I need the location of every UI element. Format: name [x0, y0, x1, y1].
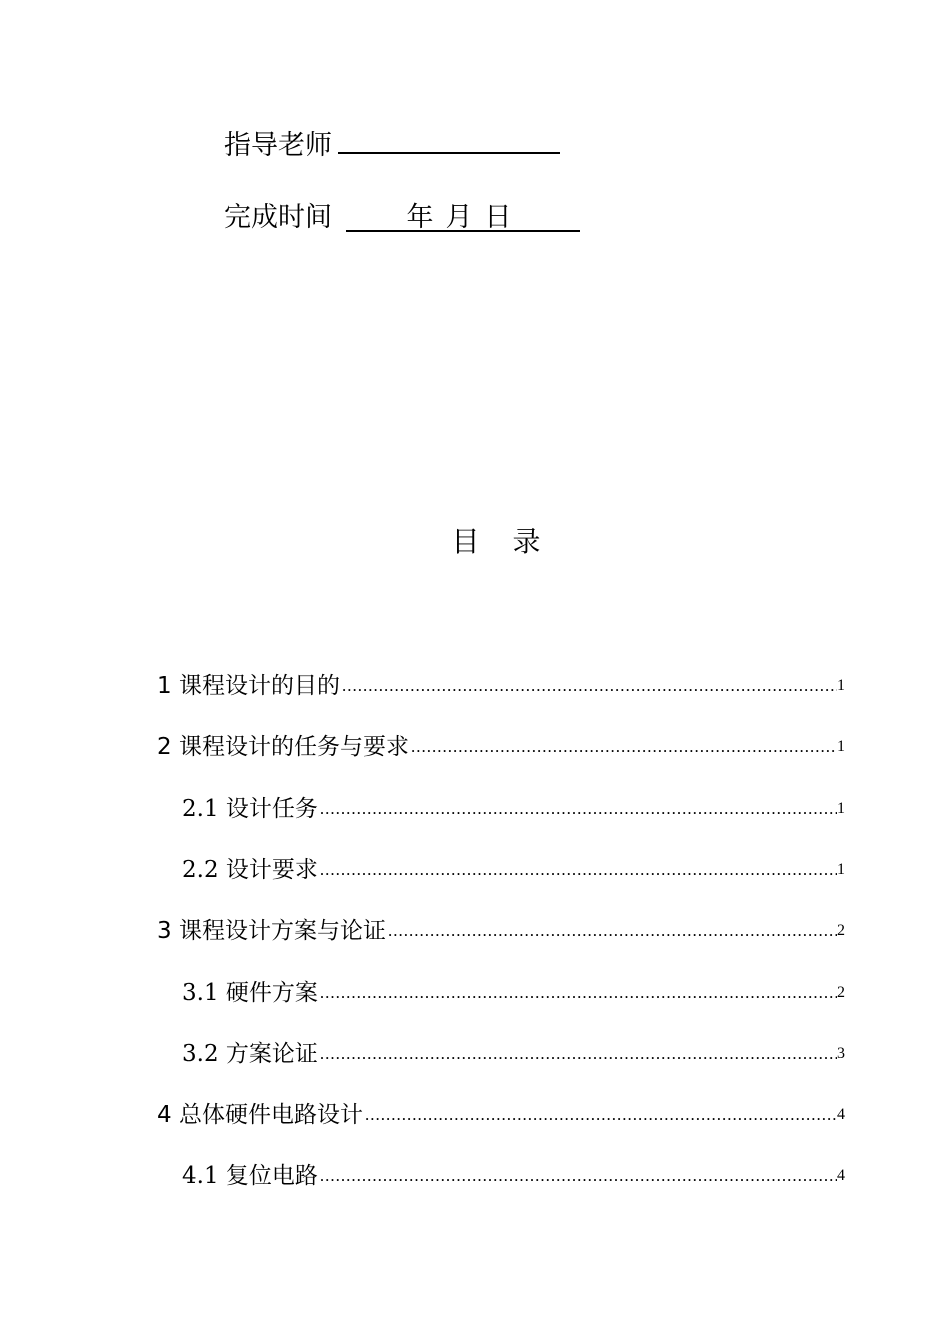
toc-dot-leader	[365, 1105, 837, 1125]
toc-entry-label: 2 课程设计的任务与要求	[157, 734, 409, 760]
toc-dot-leader	[320, 1166, 837, 1186]
toc-entry-page: 3	[837, 1045, 845, 1062]
toc-entry-page: 1	[837, 861, 845, 878]
toc-dot-leader	[342, 676, 837, 696]
toc-entry-page: 1	[837, 738, 845, 755]
toc-entry-page: 1	[837, 800, 845, 817]
toc-entry-page: 4	[837, 1167, 845, 1184]
toc-entry[interactable]	[182, 1154, 845, 1190]
toc-dot-leader	[320, 799, 837, 819]
toc-entry-label: 3.1 硬件方案	[182, 980, 318, 1006]
completion-date-label: 完成时间	[224, 202, 332, 233]
advisor-blank	[338, 122, 560, 154]
completion-date-blank	[346, 200, 580, 232]
toc-entry-label: 2.2 设计要求	[182, 857, 318, 883]
toc-entry[interactable]	[182, 848, 845, 884]
toc-entry[interactable]	[182, 971, 845, 1007]
toc-entry-page: 4	[837, 1106, 845, 1123]
toc-dot-leader	[411, 737, 837, 757]
toc-entry[interactable]	[182, 1032, 845, 1068]
date-year: 年	[406, 202, 434, 233]
date-month: 月	[445, 202, 473, 233]
toc-entry-page: 2	[837, 922, 845, 939]
toc-entry-label: 3.2 方案论证	[182, 1041, 318, 1067]
toc-entry-label: 2.1 设计任务	[182, 796, 318, 822]
date-day: 日	[484, 202, 512, 233]
toc-entry[interactable]	[157, 664, 845, 700]
advisor-line	[224, 122, 560, 164]
toc-entry[interactable]	[157, 725, 845, 761]
toc-title: 目 录	[451, 525, 553, 558]
toc-dot-leader	[388, 921, 837, 941]
advisor-label: 指导老师	[224, 130, 332, 161]
toc-entry[interactable]	[182, 787, 845, 823]
toc-entry-page: 2	[837, 984, 845, 1001]
toc-dot-leader	[320, 983, 837, 1003]
completion-date-line	[224, 200, 580, 236]
toc-entry-page: 1	[837, 677, 845, 694]
toc-entry-label: 1 课程设计的目的	[157, 673, 340, 699]
toc-entry-label: 3 课程设计方案与论证	[157, 918, 386, 944]
toc-entry[interactable]	[157, 909, 845, 945]
toc-entry[interactable]	[157, 1093, 845, 1129]
toc-entry-label: 4 总体硬件电路设计	[157, 1102, 363, 1128]
toc-dot-leader	[320, 1044, 837, 1064]
toc-dot-leader	[320, 860, 837, 880]
toc-entry-label: 4.1 复位电路	[182, 1163, 318, 1189]
